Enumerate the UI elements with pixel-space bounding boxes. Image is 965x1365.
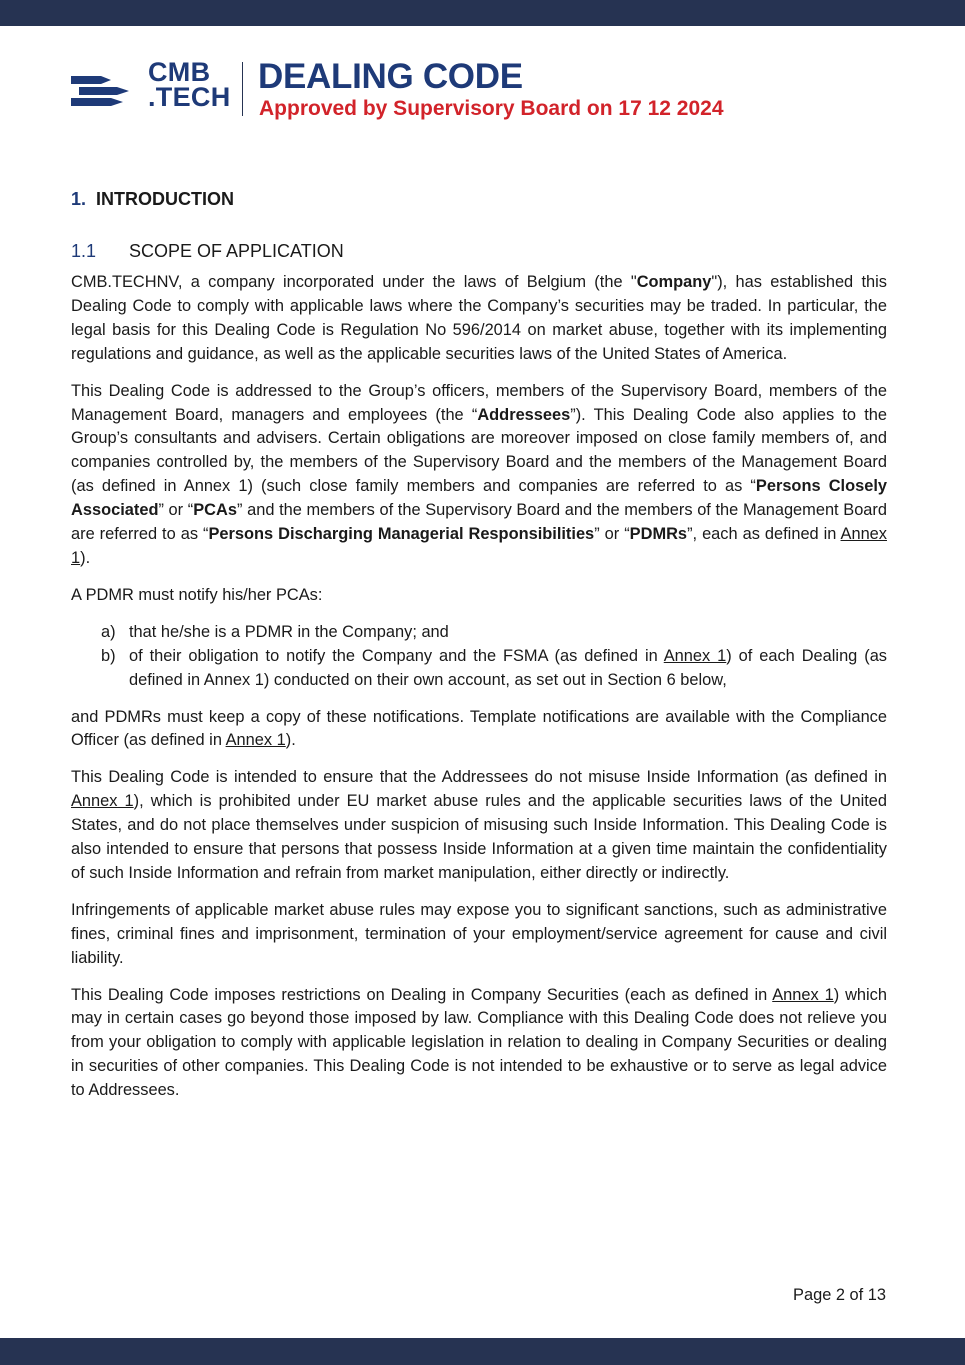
bottom-band [0, 1338, 965, 1365]
term-pca: PCAs [193, 501, 237, 520]
term-pdmr-full: Persons Discharging Managerial Responsibilities [208, 525, 595, 544]
paragraph-sanctions: Infringements of applicable market abuse rules may expose you to significant sanctions, such as administrative fines, criminal fines and imprisonment, termination of your employment/service agreement for cause and civil liability. [71, 900, 887, 967]
logo-line-2: .TECH [148, 82, 231, 112]
page-header [71, 58, 891, 122]
top-band [0, 0, 965, 26]
logo-line-1: CMB [148, 57, 211, 87]
section-number: 1. [71, 189, 87, 209]
annex-1-link[interactable]: Annex 1 [71, 792, 134, 811]
annex-1-link[interactable]: Annex 1 [225, 731, 286, 750]
annex-1-link[interactable]: Annex 1 [772, 985, 834, 1004]
section-heading [71, 186, 887, 212]
list-marker: a) [101, 622, 116, 641]
document-subtitle: Approved by Supervisory Board on 17 12 2024 [259, 97, 724, 120]
notification-list [71, 621, 887, 693]
paragraph-addressees: This Dealing Code is addressed to the Group’s officers, members of the Supervisory Board, members of the Management Board, managers and employees (the “Addressees”). This Dealing Code also applies to the Group’s consultants and advisers. Certain obligations are moreover imposed on close family members of, and companies controlled by, the members of the Supervisory Board and the members of the Management Board (as defined in Annex 1) (such close family members and companies are referred to as “Persons Closely Associated” or “PCAs” and the members of the Supervisory Board and the members of the Management Board are referred to as “Persons Discharging Managerial Responsibilities” or “PDMRs”, each as defined in Annex 1). [71, 381, 887, 567]
page-content [71, 186, 887, 1103]
paragraph-restrictions: This Dealing Code imposes restrictions on Dealing in Company Securities (each as defined in Annex 1) which may in certain cases go beyond those imposed by law. Compliance with this Dealing Code does not relieve you from your obligation to comply with applicable legislation in relation to dealing in Company Securities or dealing in securities of other companies. This Dealing Code is not intended to be exhaustive or to serve as legal advice to Addressees. [71, 985, 887, 1100]
subsection-heading [71, 238, 887, 264]
subsection-title: SCOPE OF APPLICATION [129, 241, 344, 261]
page-number: Page 2 of 13 [793, 1286, 886, 1304]
logo-wordmark [148, 57, 231, 112]
document-title: DEALING CODE [258, 57, 523, 96]
annex-1-link[interactable]: Annex 1 [71, 525, 887, 567]
paragraph-pdmr-notify: A PDMR must notify his/her PCAs: [71, 585, 323, 604]
paragraph-company: CMB.TECHNV, a company incorporated under the laws of Belgium (the "Company"), has established this Dealing Code to comply with applicable laws where the Company’s securities may be traded. In particular, the legal basis for this Dealing Code is Regulation No 596/2014 on market abuse, together with its implementing regulations and guidance, as well as the applicable securities laws of the United States of America. [71, 273, 887, 363]
cmb-tech-logo-icon [71, 70, 137, 110]
subsection-number: 1.1 [71, 241, 97, 261]
term-pdmr: PDMRs [629, 525, 688, 544]
term-addressees: Addressees [477, 405, 571, 424]
paragraph-inside-information: This Dealing Code is intended to ensure that the Addressees do not misuse Inside Information (as defined in Annex 1), which is prohibited under EU market abuse rules and the applicable securities laws of the United States, and do not place themselves under suspicion of misusing such Inside Information. This Dealing Code is also intended to ensure that persons that possess Inside Information at a given time maintain the confidentiality of such Inside Information and refrain from market manipulation, either directly or indirectly. [71, 768, 887, 882]
annex-1-link[interactable]: Annex 1 [663, 646, 727, 665]
term-pca-full: Persons Closely Associated [71, 477, 887, 520]
list-item: a) that he/she is a PDMR in the Company; and [71, 621, 887, 645]
header-divider [242, 62, 243, 116]
list-marker: b) [101, 646, 116, 665]
list-item: b) of their obligation to notify the Company and the FSMA (as defined in Annex 1) of each Dealing (as defined in Annex 1) conducted on their own account, as set out in Section 6 below, [101, 646, 887, 689]
term-company: Company [636, 273, 712, 291]
paragraph-keep-copy: and PDMRs must keep a copy of these notifications. Template notifications are available with the Compliance Officer (as defined in Annex 1). [71, 707, 887, 750]
section-title: INTRODUCTION [96, 189, 235, 209]
